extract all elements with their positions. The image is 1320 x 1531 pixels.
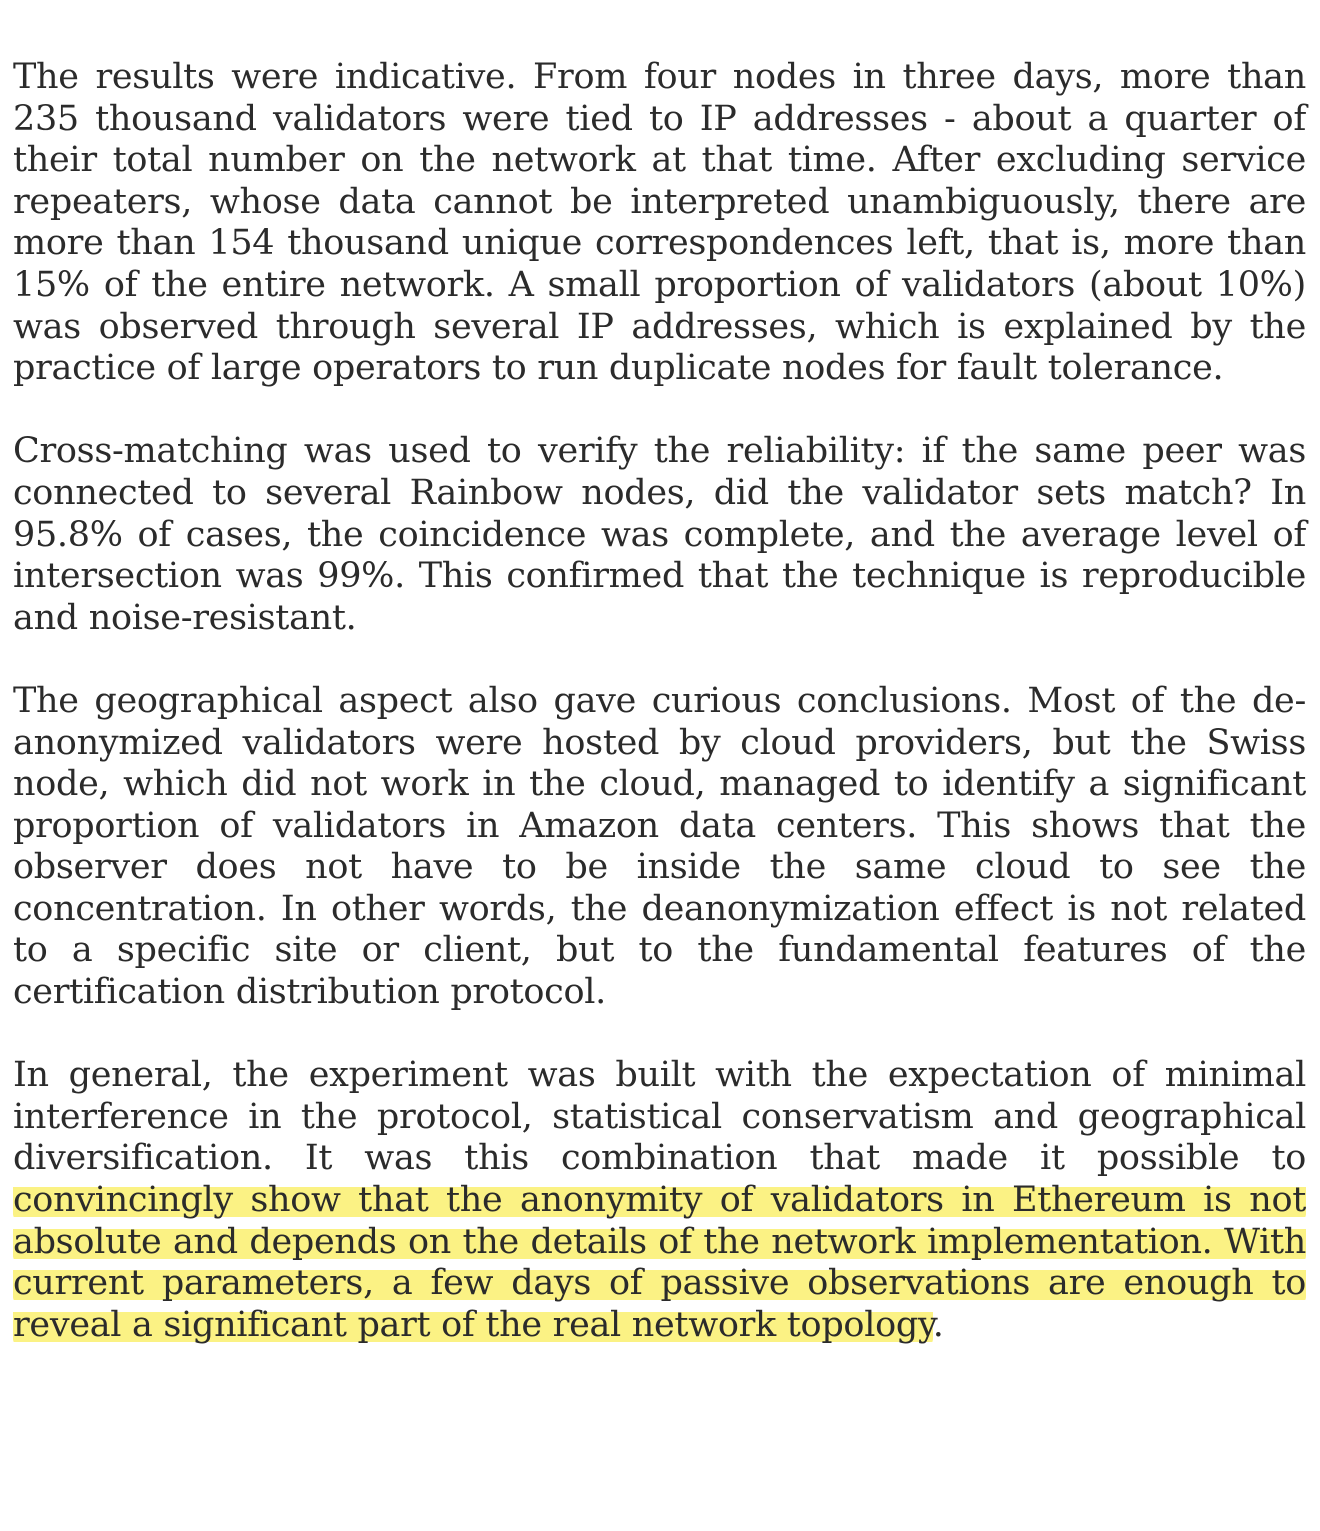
paragraph-cross-matching: Cross-matching was used to verify the reliability: if the same peer was connected to several Rainbow nodes, did the validator sets match? In 95.8% of cases, the coincidence was complete, and the average level of intersection was 99%. This confirmed that the technique is reproducible and noise-resistant. — [13, 431, 1306, 638]
paragraph-geography: The geographical aspect also gave curious conclusions. Most of the de-anonymized validators were hosted by cloud providers, but the Swiss node, which did not work in the cloud, managed to identify a significant proportion of validators in Amazon data centers. This shows that the observer does not have to be inside the same cloud to see the concentration. In other words, the deanonymization effect is not related to a specific site or client, but to the fundamental features of the certification distribution protocol. — [13, 680, 1306, 1013]
conclusion-plain-text: In general, the experiment was built with the expectation of minimal interference in the protocol, statistical conservatism and geographical diversification. It was this combination that made it possible to — [13, 1055, 1306, 1179]
highlighted-text: convincingly show that the anonymity of validators in Ethereum is not absolute and depends on the details of the network implementation. With current parameters, a few days of passive observations are enough to reveal a significant part of the real network topology — [13, 1180, 1306, 1345]
paragraph-results: The results were indicative. From four nodes in three days, more than 235 thousand validators were tied to IP addresses - about a quarter of their total number on the network at that time. After excluding service repeaters, whose data cannot be interpreted unambiguously, there are more than 154 thousand unique correspondences left, that is, more than 15% of the entire network. A small proportion of validators (about 10%) was observed through several IP addresses, which is explained by the practice of large operators to run duplicate nodes for fault tolerance. — [13, 57, 1306, 389]
article-body — [13, 22, 1306, 1381]
conclusion-tail: . — [932, 1304, 944, 1345]
paragraph-conclusion — [13, 1055, 1306, 1346]
